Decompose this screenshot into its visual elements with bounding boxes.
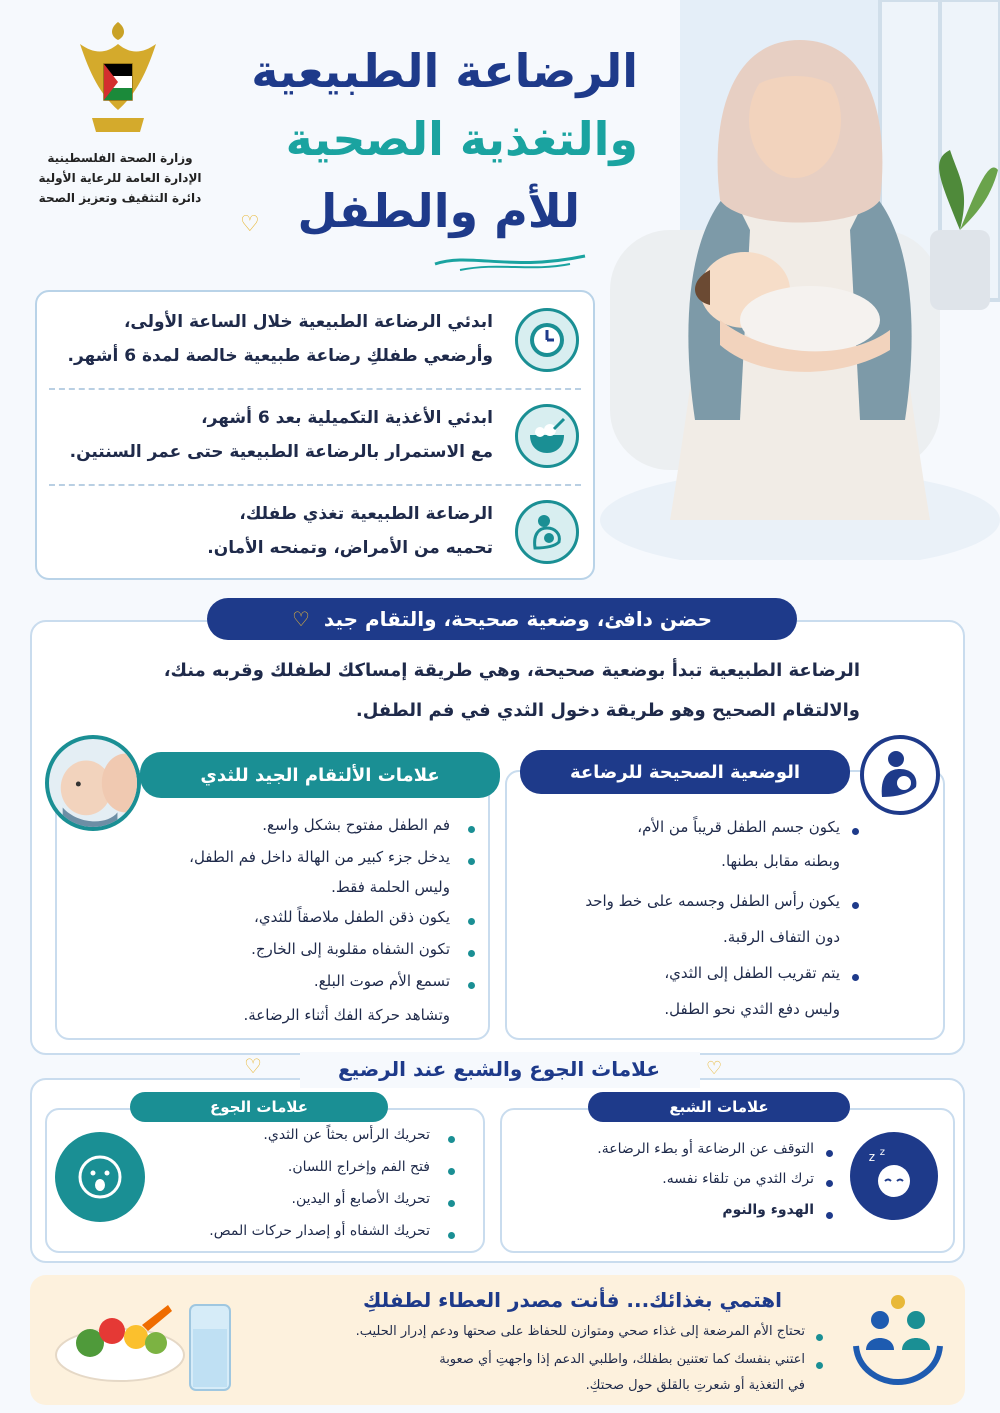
- clock-icon: [515, 308, 579, 372]
- nutrition-item: تحتاج الأم المرضعة إلى غذاء صحي ومتوازن للحفاظ على صحتها ودعم إدرار الحليب.: [355, 1324, 805, 1339]
- hunger-title: علامات الجوع: [209, 1098, 309, 1116]
- ministry-name: [20, 148, 220, 208]
- tip-line: تحميه من الأمراض، وتمنحه الأمان.: [207, 538, 493, 558]
- nutrition-item: في التغذية أو شعرتِ بالقلق حول صحتكِ.: [585, 1378, 805, 1393]
- latch-title: علامات الألتقام الجيد للثدي: [200, 764, 440, 786]
- key-tips-card: [35, 290, 595, 580]
- fullness-title: علامات الشبع: [669, 1098, 769, 1116]
- bullet-dot: [468, 826, 475, 833]
- latch-item: فم الطفل مفتوح بشكل واسع.: [262, 816, 450, 834]
- hunger-item: تحريك الأصابع أو اليدين.: [291, 1191, 430, 1207]
- hungry-baby-icon: [55, 1132, 145, 1222]
- bullet-dot: [468, 918, 475, 925]
- org-line: الإدارة العامة للرعاية الأولية: [38, 171, 202, 185]
- hunger-item: تحريك الشفاه أو إصدار حركات المص.: [209, 1223, 430, 1239]
- bullet-dot: [816, 1334, 823, 1341]
- ministry-eagle-logo: [70, 14, 166, 144]
- position-title-pill: [520, 750, 850, 794]
- heart-icon: ♡: [244, 1054, 262, 1078]
- bullet-dot: [852, 902, 859, 909]
- nutrition-item: اعتني بنفسك كما تعتنين بطفلك، واطلبي الدعم إذا واجهتِ أي صعوبة: [439, 1352, 805, 1367]
- title-line-1: الرضاعة الطبيعية: [251, 44, 638, 98]
- tip-item: [37, 292, 593, 387]
- hunger-title-pill: [130, 1092, 388, 1122]
- bullet-dot: [826, 1212, 833, 1219]
- bullet-dot: [448, 1136, 455, 1143]
- bullet-dot: [448, 1168, 455, 1175]
- intro-line: والالتقام الصحيح وهو طريقة دخول الثدي في فم الطفل.: [355, 700, 860, 721]
- title-line-3: للأم والطفل: [297, 184, 580, 238]
- position-item: يكون رأس الطفل وجسمه على خط واحد: [585, 892, 840, 910]
- svg-text:z: z: [868, 1150, 875, 1164]
- bullet-dot: [852, 828, 859, 835]
- position-item: وليس دفع الثدي نحو الطفل.: [664, 1000, 840, 1018]
- hunger-item: فتح الفم وإخراج اللسان.: [287, 1159, 430, 1175]
- mother-breastfeeding-illustration: [600, 0, 1000, 560]
- fullness-item: الهدوء والنوم: [722, 1202, 814, 1218]
- tip-line: ابدئي الأغذية التكميلية بعد 6 أشهر،: [201, 408, 493, 428]
- bullet-dot: [448, 1200, 455, 1207]
- org-line: وزارة الصحة الفلسطينية: [47, 151, 193, 165]
- bullet-dot: [816, 1362, 823, 1369]
- fullness-item: ترك الثدي من تلقاء نفسه.: [662, 1171, 814, 1187]
- section-title-pill: [207, 598, 797, 640]
- wave-decoration: [430, 250, 590, 274]
- bullet-dot: [852, 974, 859, 981]
- latch-item: وتشاهد حركة الفك أثناء الرضاعة.: [243, 1006, 450, 1024]
- position-item: وبطنه مقابل بطنها.: [721, 852, 840, 870]
- section-title: اهتمي بغذائك... فأنت مصدر العطاء لطفلكِ: [363, 1288, 782, 1312]
- position-item: دون التفاف الرقبة.: [723, 928, 840, 946]
- latch-title-pill: [140, 752, 500, 798]
- bullet-dot: [468, 950, 475, 957]
- tip-line: وأرضعي طفلكِ رضاعة طبيعية خالصة لمدة 6 أشهر.: [67, 346, 493, 366]
- fullness-item: التوقف عن الرضاعة أو بطء الرضاعة.: [597, 1141, 814, 1157]
- food-bowl-icon: [515, 404, 579, 468]
- healthy-food-illustration: [50, 1285, 240, 1400]
- latch-item: تكون الشفاه مقلوبة إلى الخارج.: [251, 940, 450, 958]
- heart-icon: ♡: [240, 212, 260, 237]
- tip-item: [37, 388, 593, 483]
- bullet-dot: [468, 982, 475, 989]
- latch-item: تسمع الأم صوت البلع.: [313, 972, 450, 990]
- latch-item: يدخل جزء كبير من الهالة داخل فم الطفل،: [189, 848, 450, 866]
- tip-line: ابدئي الرضاعة الطبيعية خلال الساعة الأولى،: [123, 312, 493, 332]
- position-item: يكون جسم الطفل قريباً من الأم،: [637, 818, 840, 836]
- mother-baby-icon: [515, 500, 579, 564]
- sleeping-baby-icon: [850, 1132, 938, 1220]
- heart-icon: ♡: [291, 607, 310, 631]
- family-care-icon: [850, 1290, 946, 1390]
- heart-icon: ♡: [706, 1058, 723, 1079]
- bullet-dot: [448, 1232, 455, 1239]
- fullness-title-pill: [588, 1092, 850, 1122]
- bullet-dot: [468, 858, 475, 865]
- bullet-dot: [826, 1150, 833, 1157]
- svg-text:z: z: [879, 1147, 885, 1158]
- baby-latch-image: [45, 735, 141, 831]
- org-line: دائرة التثقيف وتعزيز الصحة: [38, 191, 202, 205]
- tip-item: [37, 484, 593, 579]
- tip-line: مع الاستمرار بالرضاعة الطبيعية حتى عمر السنتين.: [69, 442, 493, 462]
- position-item: يتم تقريب الطفل إلى الثدي،: [664, 964, 840, 982]
- intro-line: الرضاعة الطبيعية تبدأ بوضعية صحيحة، وهي طريقة إمساكك لطفلك وقربه منك،: [163, 660, 860, 681]
- section-title: حضن دافئ، وضعية صحيحة، والتقام جيد: [323, 607, 713, 631]
- hunger-item: تحريك الرأس بحثاً عن الثدي.: [263, 1127, 430, 1143]
- latch-item: وليس الحلمة فقط.: [331, 878, 450, 896]
- section-title: علاماث الجوع والشبع عند الرضيع: [338, 1057, 660, 1081]
- bullet-dot: [826, 1180, 833, 1187]
- title-line-2: والتغذية الصحية: [285, 112, 638, 166]
- nursing-position-icon: [860, 735, 940, 815]
- tip-line: الرضاعة الطبيعية تغذي طفلك،: [239, 504, 493, 524]
- latch-item: يكون ذقن الطفل ملاصقاً للثدي،: [254, 908, 450, 926]
- position-title: الوضعية الصحيحة للرضاعة: [569, 761, 801, 783]
